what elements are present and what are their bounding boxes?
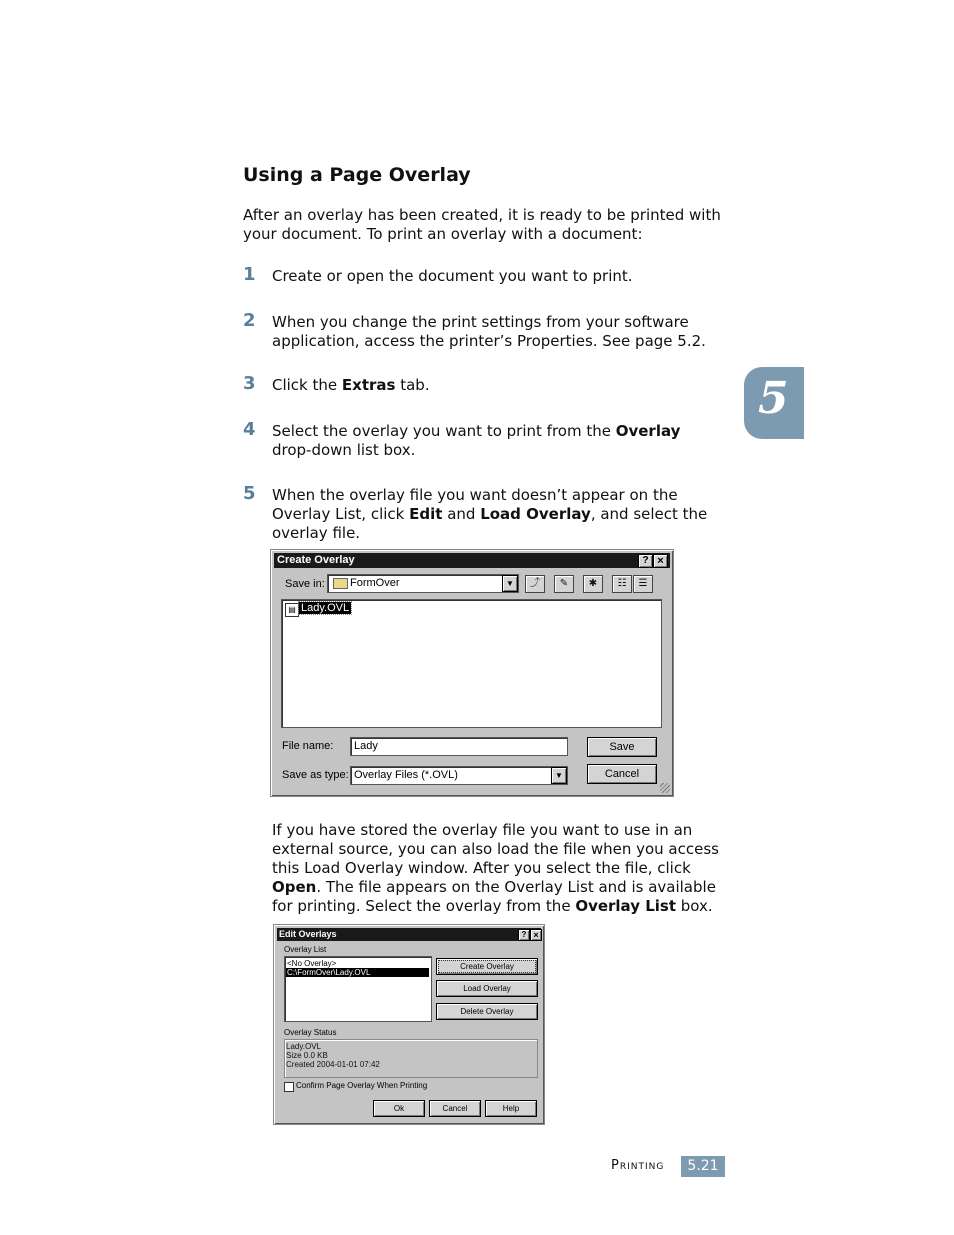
chevron-down-icon[interactable]: ▼ [502, 575, 518, 592]
step-number-5: 5 [243, 483, 256, 504]
create-overlay-titlebar [274, 553, 670, 568]
resize-grip-icon[interactable] [660, 783, 670, 793]
details-view-icon[interactable]: ☰ [633, 575, 653, 593]
file-item-lady[interactable]: Lady.OVL [301, 602, 350, 614]
confirm-overlay-label: Confirm Page Overlay When Printing [296, 1081, 428, 1090]
overlay-status-label: Overlay Status [284, 1028, 337, 1037]
para2-line-5-post: box. [676, 897, 713, 915]
overlay-list-item[interactable]: <No Overlay> [287, 959, 337, 968]
up-folder-icon[interactable]: ⤴ [525, 575, 545, 593]
load-overlay-paragraph [272, 821, 719, 916]
para2-line-4: . The file appears on the Overlay List and is available [316, 878, 716, 896]
help-icon[interactable]: ? [518, 929, 530, 941]
para2-line-5-pre: for printing. Select the overlay from the [272, 897, 576, 915]
file-icon: ▤ [285, 603, 299, 617]
file-list[interactable] [281, 599, 662, 728]
status-size: Size 0.0 KB [286, 1051, 328, 1060]
load-overlay-button[interactable]: Load Overlay [436, 980, 538, 997]
chapter-number: 5 [758, 373, 789, 424]
para2-line-1: If you have stored the overlay file you want to use in an [272, 821, 693, 839]
step-5-mid: and [442, 505, 481, 523]
para2-bold-open: Open [272, 878, 317, 896]
close-icon[interactable]: × [530, 929, 542, 941]
step-2-line-1: When you change the print settings from your software [272, 313, 689, 331]
step-5-text [272, 486, 707, 543]
intro-line-2: your document. To print an overlay with a document: [243, 225, 643, 243]
close-icon[interactable]: × [653, 554, 668, 568]
step-number-2: 2 [243, 310, 256, 331]
para2-line-3: this Load Overlay window. After you select the file, click [272, 859, 691, 877]
save-in-value: FormOver [350, 577, 400, 589]
status-created: Created 2004-01-01 07:42 [286, 1060, 380, 1069]
para2-bold-list: Overlay List [575, 897, 677, 915]
para2-line-2: external source, you can also load the file when you access [272, 840, 719, 858]
save-as-type-dropdown[interactable] [350, 766, 568, 785]
step-3-text [272, 376, 430, 395]
step-1-text: Create or open the document you want to print. [272, 267, 633, 285]
step-5-bold-load: Load Overlay [480, 505, 591, 523]
step-4-bold: Overlay [615, 422, 681, 440]
footer-section-label: Printing [611, 1158, 665, 1173]
step-2-line-2: application, access the printer’s Properties. See page 5.2. [272, 332, 706, 350]
overlay-list-label: Overlay List [284, 945, 327, 954]
save-as-type-value: Overlay Files (*.OVL) [354, 769, 458, 781]
create-overlay-title: Create Overlay [277, 554, 355, 566]
step-number-3: 3 [243, 373, 256, 394]
step-5-line-3: overlay file. [272, 524, 361, 542]
step-5-bold-edit: Edit [409, 505, 443, 523]
file-name-input[interactable] [350, 737, 568, 756]
step-number-4: 4 [243, 419, 256, 440]
chevron-down-icon[interactable]: ▼ [551, 767, 567, 784]
confirm-overlay-checkbox[interactable] [284, 1082, 294, 1092]
edit-overlays-titlebar [277, 928, 541, 941]
section-heading: Using a Page Overlay [243, 164, 471, 186]
intro-line-1: After an overlay has been created, it is ready to be printed with [243, 206, 721, 224]
step-5-line-1: When the overlay file you want doesn’t appear on the [272, 486, 678, 504]
step-4-line-2: drop-down list box. [272, 441, 416, 459]
step-3-pre: Click the [272, 376, 342, 394]
step-5-pre: Overlay List, click [272, 505, 410, 523]
desktop-icon[interactable]: ✎ [554, 575, 574, 593]
chapter-tab [744, 367, 804, 439]
overlay-list-item[interactable]: C:\FormOver\Lady.OVL [286, 968, 429, 977]
create-overlay-button[interactable]: Create Overlay [436, 958, 538, 975]
step-4-text [272, 422, 680, 460]
file-name-value: Lady [354, 740, 378, 752]
new-folder-icon[interactable]: ✱ [583, 575, 603, 593]
help-button[interactable]: Help [485, 1100, 537, 1117]
save-button[interactable]: Save [587, 737, 657, 757]
overlay-status-box [284, 1039, 538, 1078]
delete-overlay-button[interactable]: Delete Overlay [436, 1003, 538, 1020]
footer-page-number: 5.21 [681, 1156, 725, 1177]
step-number-1: 1 [243, 264, 256, 285]
create-overlay-dialog [270, 549, 674, 797]
save-in-dropdown[interactable] [327, 574, 519, 593]
step-5-post: , and select the [590, 505, 708, 523]
edit-overlays-title: Edit Overlays [279, 929, 337, 939]
folder-icon [333, 578, 348, 589]
intro-paragraph [243, 206, 721, 244]
save-in-label: Save in: [285, 578, 325, 590]
cancel-button[interactable]: Cancel [429, 1100, 481, 1117]
help-icon[interactable]: ? [638, 554, 653, 568]
save-as-type-label: Save as type: [282, 769, 349, 781]
overlay-list[interactable] [284, 956, 432, 1022]
step-2-text [272, 313, 706, 351]
cancel-button[interactable]: Cancel [587, 764, 657, 784]
ok-button[interactable]: Ok [373, 1100, 425, 1117]
file-name-label: File name: [282, 740, 334, 752]
step-4-pre: Select the overlay you want to print from the [272, 422, 616, 440]
step-3-bold: Extras [341, 376, 396, 394]
list-view-icon[interactable]: ☷ [612, 575, 632, 593]
step-3-post: tab. [395, 376, 430, 394]
edit-overlays-dialog [273, 924, 545, 1125]
status-filename: Lady.OVL [286, 1042, 321, 1051]
